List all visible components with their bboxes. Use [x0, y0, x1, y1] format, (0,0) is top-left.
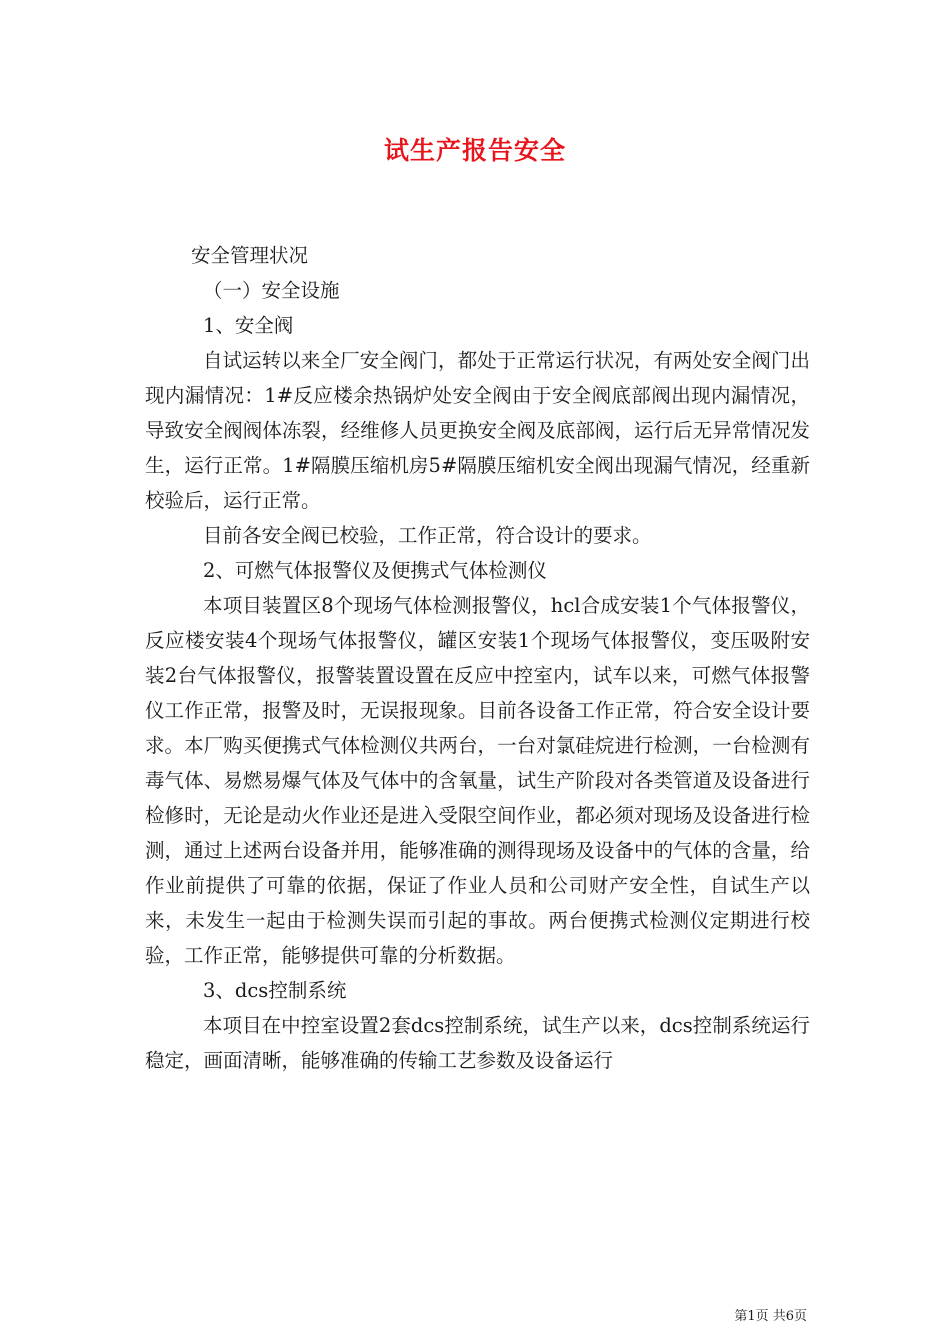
item-heading: 1、安全阀 — [203, 314, 294, 337]
item-heading: 3、dcs控制系统 — [203, 979, 347, 1002]
page-number: 第1页 共6页 — [734, 1309, 807, 1324]
body-paragraph: 本项目在中控室设置2套dcs控制系统，试生产以来，dcs控制系统运行稳定，画面清晰，能够准确的传输工艺参数及设备运行 — [145, 1014, 810, 1072]
body-paragraph: 自试运转以来全厂安全阀门，都处于正常运行状况，有两处安全阀门出现内漏情况：1#反应楼余热锅炉处安全阀由于安全阀底部阀出现内漏情况，导致安全阀阀体冻裂，经维修人员更换安全阀及底部阀，运行后无异常情况发生，运行正常。1#隔膜压缩机房5#隔膜压缩机安全阀出现漏气情况，经重新校验后，运行正常。 — [145, 349, 810, 512]
subsection-heading: （一）安全设施 — [203, 279, 340, 302]
document-title: 试生产报告安全 — [383, 136, 566, 165]
section-heading: 安全管理状况 — [191, 244, 309, 267]
document-body — [145, 238, 810, 1078]
item-heading: 2、可燃气体报警仪及便携式气体检测仪 — [203, 559, 547, 582]
body-paragraph: 目前各安全阀已校验，工作正常，符合设计的要求。 — [203, 524, 652, 547]
body-paragraph: 本项目装置区8个现场气体检测报警仪，hcl合成安装1个气体报警仪，反应楼安装4个现场气体报警仪，罐区安装1个现场气体报警仪，变压吸附安装2台气体报警仪，报警装置设置在反应中控室内，试车以来，可燃气体报警仪工作正常，报警及时，无误报现象。目前各设备工作正常，符合安全设计要求。本厂购买便携式气体检测仪共两台，一台对氯硅烷进行检测，一台检测有毒气体、易燃易爆气体及气体中的含氧量，试生产阶段对各类管道及设备进行检修时，无论是动火作业还是进入受限空间作业，都必须对现场及设备进行检测，通过上述两台设备并用，能够准确的测得现场及设备中的气体的含量，给作业前提供了可靠的依据，保证了作业人员和公司财产安全性，自试生产以来，未发生一起由于检测失误而引起的事故。两台便携式检测仪定期进行校验，工作正常，能够提供可靠的分析数据。 — [145, 594, 810, 967]
